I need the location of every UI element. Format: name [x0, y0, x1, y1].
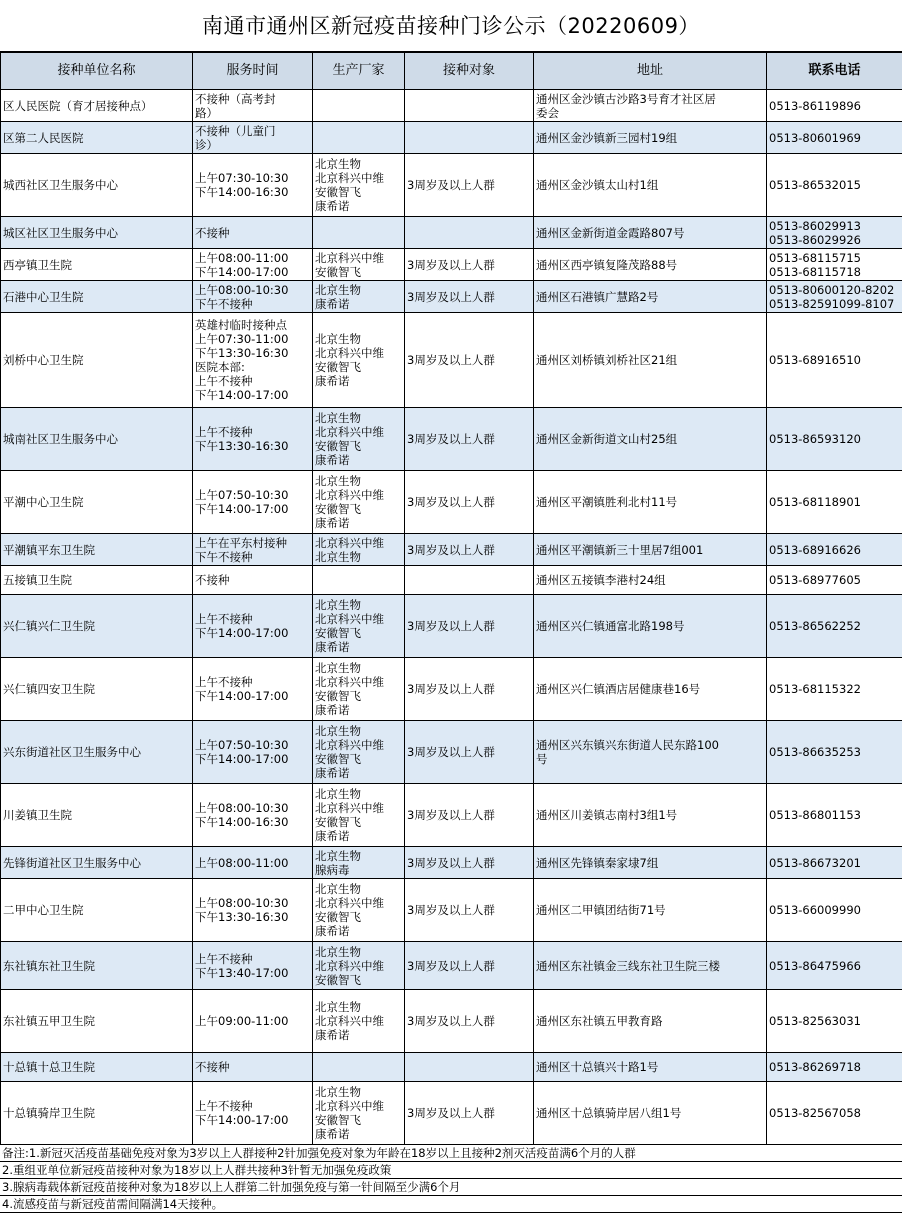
cell-target: 3周岁及以上人群 — [405, 879, 534, 942]
header-target: 接种对象 — [405, 53, 534, 90]
page-title: 南通市通州区新冠疫苗接种门诊公示（20220609） — [0, 0, 902, 52]
cell-manufacturer: 北京生物 北京科兴中维 安徽智飞 康希诺 — [313, 721, 405, 784]
cell-service-time: 上午07:50-10:30 下午14:00-17:00 — [193, 471, 313, 534]
cell-phone: 0513-66009990 — [767, 879, 902, 942]
cell-phone: 0513-86269718 — [767, 1053, 902, 1082]
cell-unit-name: 二甲中心卫生院 — [1, 879, 193, 942]
cell-target: 3周岁及以上人群 — [405, 847, 534, 879]
cell-phone: 0513-68118901 — [767, 471, 902, 534]
header-unit-name: 接种单位名称 — [1, 53, 193, 90]
table-header-row — [1, 53, 902, 90]
header-address: 地址 — [534, 53, 767, 90]
cell-address: 通州区先锋镇秦家埭7组 — [534, 847, 767, 879]
cell-unit-name: 十总镇十总卫生院 — [1, 1053, 193, 1082]
cell-unit-name: 东社镇五甲卫生院 — [1, 990, 193, 1053]
cell-address: 通州区兴仁镇酒店居健康巷16号 — [534, 658, 767, 721]
cell-target: 3周岁及以上人群 — [405, 595, 534, 658]
cell-service-time: 上午08:00-11:00 下午14:00-17:00 — [193, 249, 313, 281]
cell-unit-name: 区第二人民医院 — [1, 122, 193, 154]
table-row — [1, 566, 902, 595]
header-phone: 联系电话 — [767, 53, 902, 90]
cell-service-time: 上午不接种 下午14:00-17:00 — [193, 658, 313, 721]
cell-unit-name: 兴仁镇兴仁卫生院 — [1, 595, 193, 658]
cell-phone: 0513-68115715 0513-68115718 — [767, 249, 902, 281]
cell-unit-name: 五接镇卫生院 — [1, 566, 193, 595]
cell-address: 通州区金沙镇太山村1组 — [534, 154, 767, 217]
cell-manufacturer: 北京生物 北京科兴中维 安徽智飞 康希诺 — [313, 879, 405, 942]
cell-address: 通州区兴仁镇通富北路198号 — [534, 595, 767, 658]
cell-phone: 0513-86673201 — [767, 847, 902, 879]
cell-unit-name: 先锋街道社区卫生服务中心 — [1, 847, 193, 879]
cell-address: 通州区刘桥镇刘桥社区21组 — [534, 313, 767, 408]
cell-phone: 0513-86029913 0513-86029926 — [767, 217, 902, 249]
cell-unit-name: 区人民医院（育才居接种点） — [1, 90, 193, 122]
cell-manufacturer — [313, 566, 405, 595]
table-row — [1, 990, 902, 1053]
cell-phone: 0513-82563031 — [767, 990, 902, 1053]
cell-service-time: 上午08:00-11:00 — [193, 847, 313, 879]
cell-target: 3周岁及以上人群 — [405, 313, 534, 408]
table-row — [1, 90, 902, 122]
cell-manufacturer: 北京生物 北京科兴中维 安徽智飞 康希诺 — [313, 154, 405, 217]
cell-target — [405, 217, 534, 249]
cell-phone: 0513-80600120-8202 0513-82591099-8107 — [767, 281, 902, 313]
table-row — [1, 281, 902, 313]
cell-service-time: 上午08:00-10:30 下午14:00-16:30 — [193, 784, 313, 847]
note-line: 4.流感疫苗与新冠疫苗需间隔满14天接种。 — [0, 1196, 902, 1213]
header-service-time: 服务时间 — [193, 53, 313, 90]
clinic-table — [0, 52, 902, 1145]
cell-phone: 0513-68977605 — [767, 566, 902, 595]
cell-address: 通州区平潮镇新三十里居7组001 — [534, 534, 767, 566]
cell-unit-name: 兴仁镇四安卫生院 — [1, 658, 193, 721]
cell-target: 3周岁及以上人群 — [405, 721, 534, 784]
cell-target — [405, 122, 534, 154]
cell-manufacturer — [313, 217, 405, 249]
cell-target: 3周岁及以上人群 — [405, 658, 534, 721]
cell-address: 通州区东社镇金三线东社卫生院三楼 — [534, 942, 767, 990]
cell-target: 3周岁及以上人群 — [405, 990, 534, 1053]
cell-service-time: 上午08:00-10:30 下午13:30-16:30 — [193, 879, 313, 942]
cell-address: 通州区金新街道金霞路807号 — [534, 217, 767, 249]
cell-manufacturer: 北京生物 北京科兴中维 安徽智飞 康希诺 — [313, 595, 405, 658]
cell-target: 3周岁及以上人群 — [405, 408, 534, 471]
cell-phone: 0513-86635253 — [767, 721, 902, 784]
cell-target — [405, 90, 534, 122]
cell-unit-name: 城区社区卫生服务中心 — [1, 217, 193, 249]
table-row — [1, 847, 902, 879]
cell-manufacturer: 北京科兴中维 安徽智飞 — [313, 249, 405, 281]
cell-address: 通州区川姜镇志南村3组1号 — [534, 784, 767, 847]
cell-target: 3周岁及以上人群 — [405, 249, 534, 281]
cell-manufacturer: 北京科兴中维 北京生物 — [313, 534, 405, 566]
cell-address: 通州区金沙镇古沙路3号育才社区居 委会 — [534, 90, 767, 122]
note-line: 3.腺病毒载体新冠疫苗接种对象为18岁以上人群第二针加强免疫与第一针间隔至少满6个月 — [0, 1179, 902, 1196]
cell-phone: 0513-86532015 — [767, 154, 902, 217]
table-row — [1, 313, 902, 408]
table-row — [1, 217, 902, 249]
cell-address: 通州区金新街道文山村25组 — [534, 408, 767, 471]
cell-service-time: 不接种（儿童门 诊） — [193, 122, 313, 154]
table-row — [1, 471, 902, 534]
cell-phone: 0513-80601969 — [767, 122, 902, 154]
cell-unit-name: 十总镇骑岸卫生院 — [1, 1082, 193, 1145]
cell-address: 通州区石港镇广慧路2号 — [534, 281, 767, 313]
cell-address: 通州区平潮镇胜利北村11号 — [534, 471, 767, 534]
cell-address: 通州区金沙镇新三园村19组 — [534, 122, 767, 154]
cell-unit-name: 平潮中心卫生院 — [1, 471, 193, 534]
cell-unit-name: 东社镇东社卫生院 — [1, 942, 193, 990]
table-row — [1, 784, 902, 847]
cell-phone: 0513-68916626 — [767, 534, 902, 566]
cell-target: 3周岁及以上人群 — [405, 534, 534, 566]
cell-manufacturer: 北京生物 北京科兴中维 康希诺 — [313, 990, 405, 1053]
cell-service-time: 上午07:50-10:30 下午14:00-17:00 — [193, 721, 313, 784]
cell-service-time: 上午09:00-11:00 — [193, 990, 313, 1053]
table-row — [1, 721, 902, 784]
cell-manufacturer: 北京生物 康希诺 — [313, 281, 405, 313]
cell-target: 3周岁及以上人群 — [405, 942, 534, 990]
cell-address: 通州区二甲镇团结街71号 — [534, 879, 767, 942]
cell-target: 3周岁及以上人群 — [405, 1082, 534, 1145]
cell-address: 通州区五接镇李港村24组 — [534, 566, 767, 595]
table-row — [1, 1082, 902, 1145]
cell-target: 3周岁及以上人群 — [405, 154, 534, 217]
cell-address: 通州区东社镇五甲教育路 — [534, 990, 767, 1053]
cell-address: 通州区十总镇兴十路1号 — [534, 1053, 767, 1082]
table-row — [1, 942, 902, 990]
cell-unit-name: 石港中心卫生院 — [1, 281, 193, 313]
note-line: 备注:1.新冠灭活疫苗基础免疫对象为3岁以上人群接种2针加强免疫对象为年龄在18岁以上且接种2剂灭活疫苗满6个月的人群 — [0, 1145, 902, 1162]
cell-address: 通州区西亭镇复隆茂路88号 — [534, 249, 767, 281]
header-manufacturer: 生产厂家 — [313, 53, 405, 90]
cell-phone: 0513-86593120 — [767, 408, 902, 471]
notes — [0, 1145, 902, 1213]
cell-manufacturer: 北京生物 腺病毒 — [313, 847, 405, 879]
table-row — [1, 534, 902, 566]
cell-unit-name: 兴东街道社区卫生服务中心 — [1, 721, 193, 784]
cell-manufacturer — [313, 122, 405, 154]
cell-service-time: 上午不接种 下午13:30-16:30 — [193, 408, 313, 471]
table-row — [1, 154, 902, 217]
cell-manufacturer — [313, 90, 405, 122]
cell-target — [405, 566, 534, 595]
cell-address: 通州区十总镇骑岸居八组1号 — [534, 1082, 767, 1145]
note-line: 2.重组亚单位新冠疫苗接种对象为18岁以上人群共接种3针暂无加强免疫政策 — [0, 1162, 902, 1179]
cell-unit-name: 西亭镇卫生院 — [1, 249, 193, 281]
cell-unit-name: 城西社区卫生服务中心 — [1, 154, 193, 217]
cell-phone: 0513-68115322 — [767, 658, 902, 721]
cell-target: 3周岁及以上人群 — [405, 784, 534, 847]
cell-manufacturer — [313, 1053, 405, 1082]
cell-manufacturer: 北京生物 北京科兴中维 安徽智飞 康希诺 — [313, 313, 405, 408]
cell-service-time: 上午07:30-10:30 下午14:00-16:30 — [193, 154, 313, 217]
cell-service-time: 上午不接种 下午13:40-17:00 — [193, 942, 313, 990]
cell-service-time: 不接种 — [193, 217, 313, 249]
cell-unit-name: 平潮镇平东卫生院 — [1, 534, 193, 566]
cell-manufacturer: 北京生物 北京科兴中维 安徽智飞 — [313, 942, 405, 990]
cell-unit-name: 刘桥中心卫生院 — [1, 313, 193, 408]
cell-service-time: 上午在平东村接种 下午不接种 — [193, 534, 313, 566]
table-row — [1, 1053, 902, 1082]
cell-phone: 0513-86801153 — [767, 784, 902, 847]
cell-manufacturer: 北京生物 北京科兴中维 安徽智飞 康希诺 — [313, 471, 405, 534]
cell-service-time: 英雄村临时接种点 上午07:30-11:00 下午13:30-16:30 医院本部: 上午不接种 下午14:00-17:00 — [193, 313, 313, 408]
cell-phone: 0513-86562252 — [767, 595, 902, 658]
table-row — [1, 249, 902, 281]
cell-phone: 0513-82567058 — [767, 1082, 902, 1145]
table-row — [1, 122, 902, 154]
cell-target: 3周岁及以上人群 — [405, 471, 534, 534]
cell-unit-name: 川姜镇卫生院 — [1, 784, 193, 847]
cell-phone: 0513-68916510 — [767, 313, 902, 408]
cell-unit-name: 城南社区卫生服务中心 — [1, 408, 193, 471]
cell-address: 通州区兴东镇兴东街道人民东路100 号 — [534, 721, 767, 784]
cell-service-time: 上午不接种 下午14:00-17:00 — [193, 595, 313, 658]
cell-manufacturer: 北京生物 北京科兴中维 安徽智飞 康希诺 — [313, 784, 405, 847]
table-row — [1, 658, 902, 721]
cell-service-time: 上午08:00-10:30 下午不接种 — [193, 281, 313, 313]
cell-phone: 0513-86119896 — [767, 90, 902, 122]
cell-manufacturer: 北京生物 北京科兴中维 安徽智飞 康希诺 — [313, 658, 405, 721]
cell-manufacturer: 北京生物 北京科兴中维 安徽智飞 康希诺 — [313, 1082, 405, 1145]
cell-service-time: 不接种 — [193, 566, 313, 595]
cell-service-time: 不接种（高考封 路） — [193, 90, 313, 122]
cell-service-time: 上午不接种 下午14:00-17:00 — [193, 1082, 313, 1145]
table-row — [1, 879, 902, 942]
cell-phone: 0513-86475966 — [767, 942, 902, 990]
table-row — [1, 595, 902, 658]
cell-target — [405, 1053, 534, 1082]
cell-service-time: 不接种 — [193, 1053, 313, 1082]
table-row — [1, 408, 902, 471]
cell-target: 3周岁及以上人群 — [405, 281, 534, 313]
cell-manufacturer: 北京生物 北京科兴中维 安徽智飞 康希诺 — [313, 408, 405, 471]
